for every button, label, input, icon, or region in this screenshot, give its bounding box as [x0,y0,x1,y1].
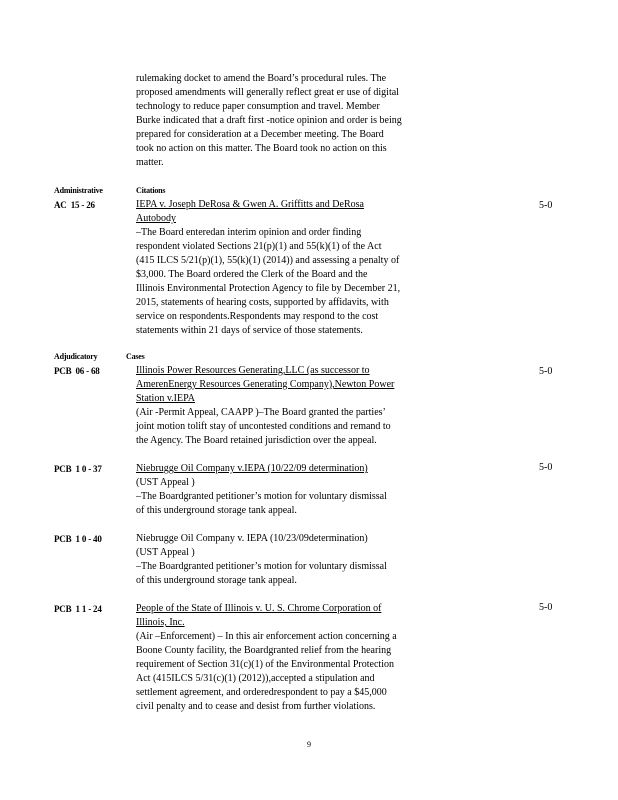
case-title: Illinois Power Resources Generating,LLC (as successor to [136,365,370,376]
text-line: proposed amendments will generally reflect great er use of digital [136,87,399,98]
case-text-line: respondent violated Sections 21(p)(1) and 55(k)(1) of the Act [136,241,382,252]
case-text-line: joint motion tolift stay of uncontested conditions and remand to [136,421,391,432]
text-line: rulemaking docket to amend the Board’s procedural rules. The [136,73,387,84]
intro-paragraph [136,72,454,170]
case-text-line: of this underground storage tank appeal. [136,505,297,516]
docket-number: PCB 1 0 - 37 [54,464,102,474]
case-text-line: 2015, statements of hearing costs, supported by affidavits, with [136,297,389,308]
case-text-line: service on respondents.Respondents may respond to the cost [136,311,379,322]
case-text-line: of this underground storage tank appeal. [136,575,297,586]
case-title: Niebrugge Oil Company v.IEPA (10/22/09 determination) [136,463,368,474]
case-text-line: civil penalty and to cease and desist from further violations. [136,701,376,712]
docket-number: PCB 1 1 - 24 [54,604,102,614]
case-text-line: –The Boardgranted petitioner’s motion for voluntary dismissal [136,491,387,502]
section-subheading-cases: Cases [126,352,145,361]
case-title: Station v.IEPA [136,393,195,404]
docket-number: PCB 1 0 - 40 [54,534,102,544]
case-entry-ac-15-26 [136,198,454,338]
case-text-line: (UST Appeal ) [136,547,195,558]
case-entry-pcb-10-40 [136,532,454,588]
text-line: matter. [136,157,164,168]
vote-count: 5-0 [539,200,553,211]
section-category-administrative: Administrative [54,186,103,195]
case-text-line: –The Boardgranted petitioner’s motion for voluntary dismissal [136,561,387,572]
docket-number: AC 15 - 26 [54,200,95,210]
text-line: prepared for consideration at a December meeting. The Board [136,129,384,140]
case-entry-pcb-11-24 [136,602,454,714]
case-text-line: –The Board enteredan interim opinion and order finding [136,227,362,238]
case-entry-pcb-06-68 [136,364,454,448]
text-line: technology to reduce paper consumption and travel. Member [136,101,380,112]
case-text-line: settlement agreement, and orderedrespondent to pay a $45,000 [136,687,387,698]
case-title: Illinois, Inc. [136,617,185,628]
case-text-line: Illinois Environmental Protection Agency to file by December 21, [136,283,401,294]
case-text-line: (Air –Enforcement) – In this air enforcement action concerning a [136,631,397,642]
case-text-line: statements within 21 days of service of those statements. [136,325,363,336]
section-subheading-citations: Citations [136,186,166,195]
case-entry-pcb-10-37 [136,462,454,518]
vote-count: 5-0 [539,366,553,377]
vote-count: 5-0 [539,602,553,613]
case-text-line: Act (415ILCS 5/31(c)(1) (2012)),accepted a stipulation and [136,673,375,684]
case-title: Niebrugge Oil Company v. IEPA (10/23/09determination) [136,533,368,544]
case-text-line: Boone County facility, the Boardgranted relief from the hearing [136,645,392,656]
case-title: Autobody [136,213,176,224]
case-text-line: (415 ILCS 5/21(p)(1), 55(k)(1) (2014)) and assessing a penalty of [136,255,400,266]
case-title: People of the State of Illinois v. U. S. Chrome Corporation of [136,603,382,614]
text-line: took no action on this matter. The Board took no action on this [136,143,387,154]
text-line: Burke indicated that a draft first -notice opinion and order is being [136,115,402,126]
case-title: IEPA v. Joseph DeRosa & Gwen A. Griffitts and DeRosa [136,199,364,210]
vote-count: 5-0 [539,462,553,473]
docket-number: PCB 06 - 68 [54,366,100,376]
page-number: 9 [307,740,311,749]
case-text-line: the Agency. The Board retained jurisdiction over the appeal. [136,435,377,446]
case-title: AmerenEnergy Resources Generating Company),Newton Power [136,379,395,390]
case-text-line: (UST Appeal ) [136,477,195,488]
case-text-line: requirement of Section 31(c)(1) of the Environmental Protection [136,659,394,670]
section-category-adjudicatory: Adjudicatory [54,352,98,361]
case-text-line: $3,000. The Board ordered the Clerk of the Board and the [136,269,368,280]
case-text-line: (Air -Permit Appeal, CAAPP )–The Board granted the parties’ [136,407,386,418]
